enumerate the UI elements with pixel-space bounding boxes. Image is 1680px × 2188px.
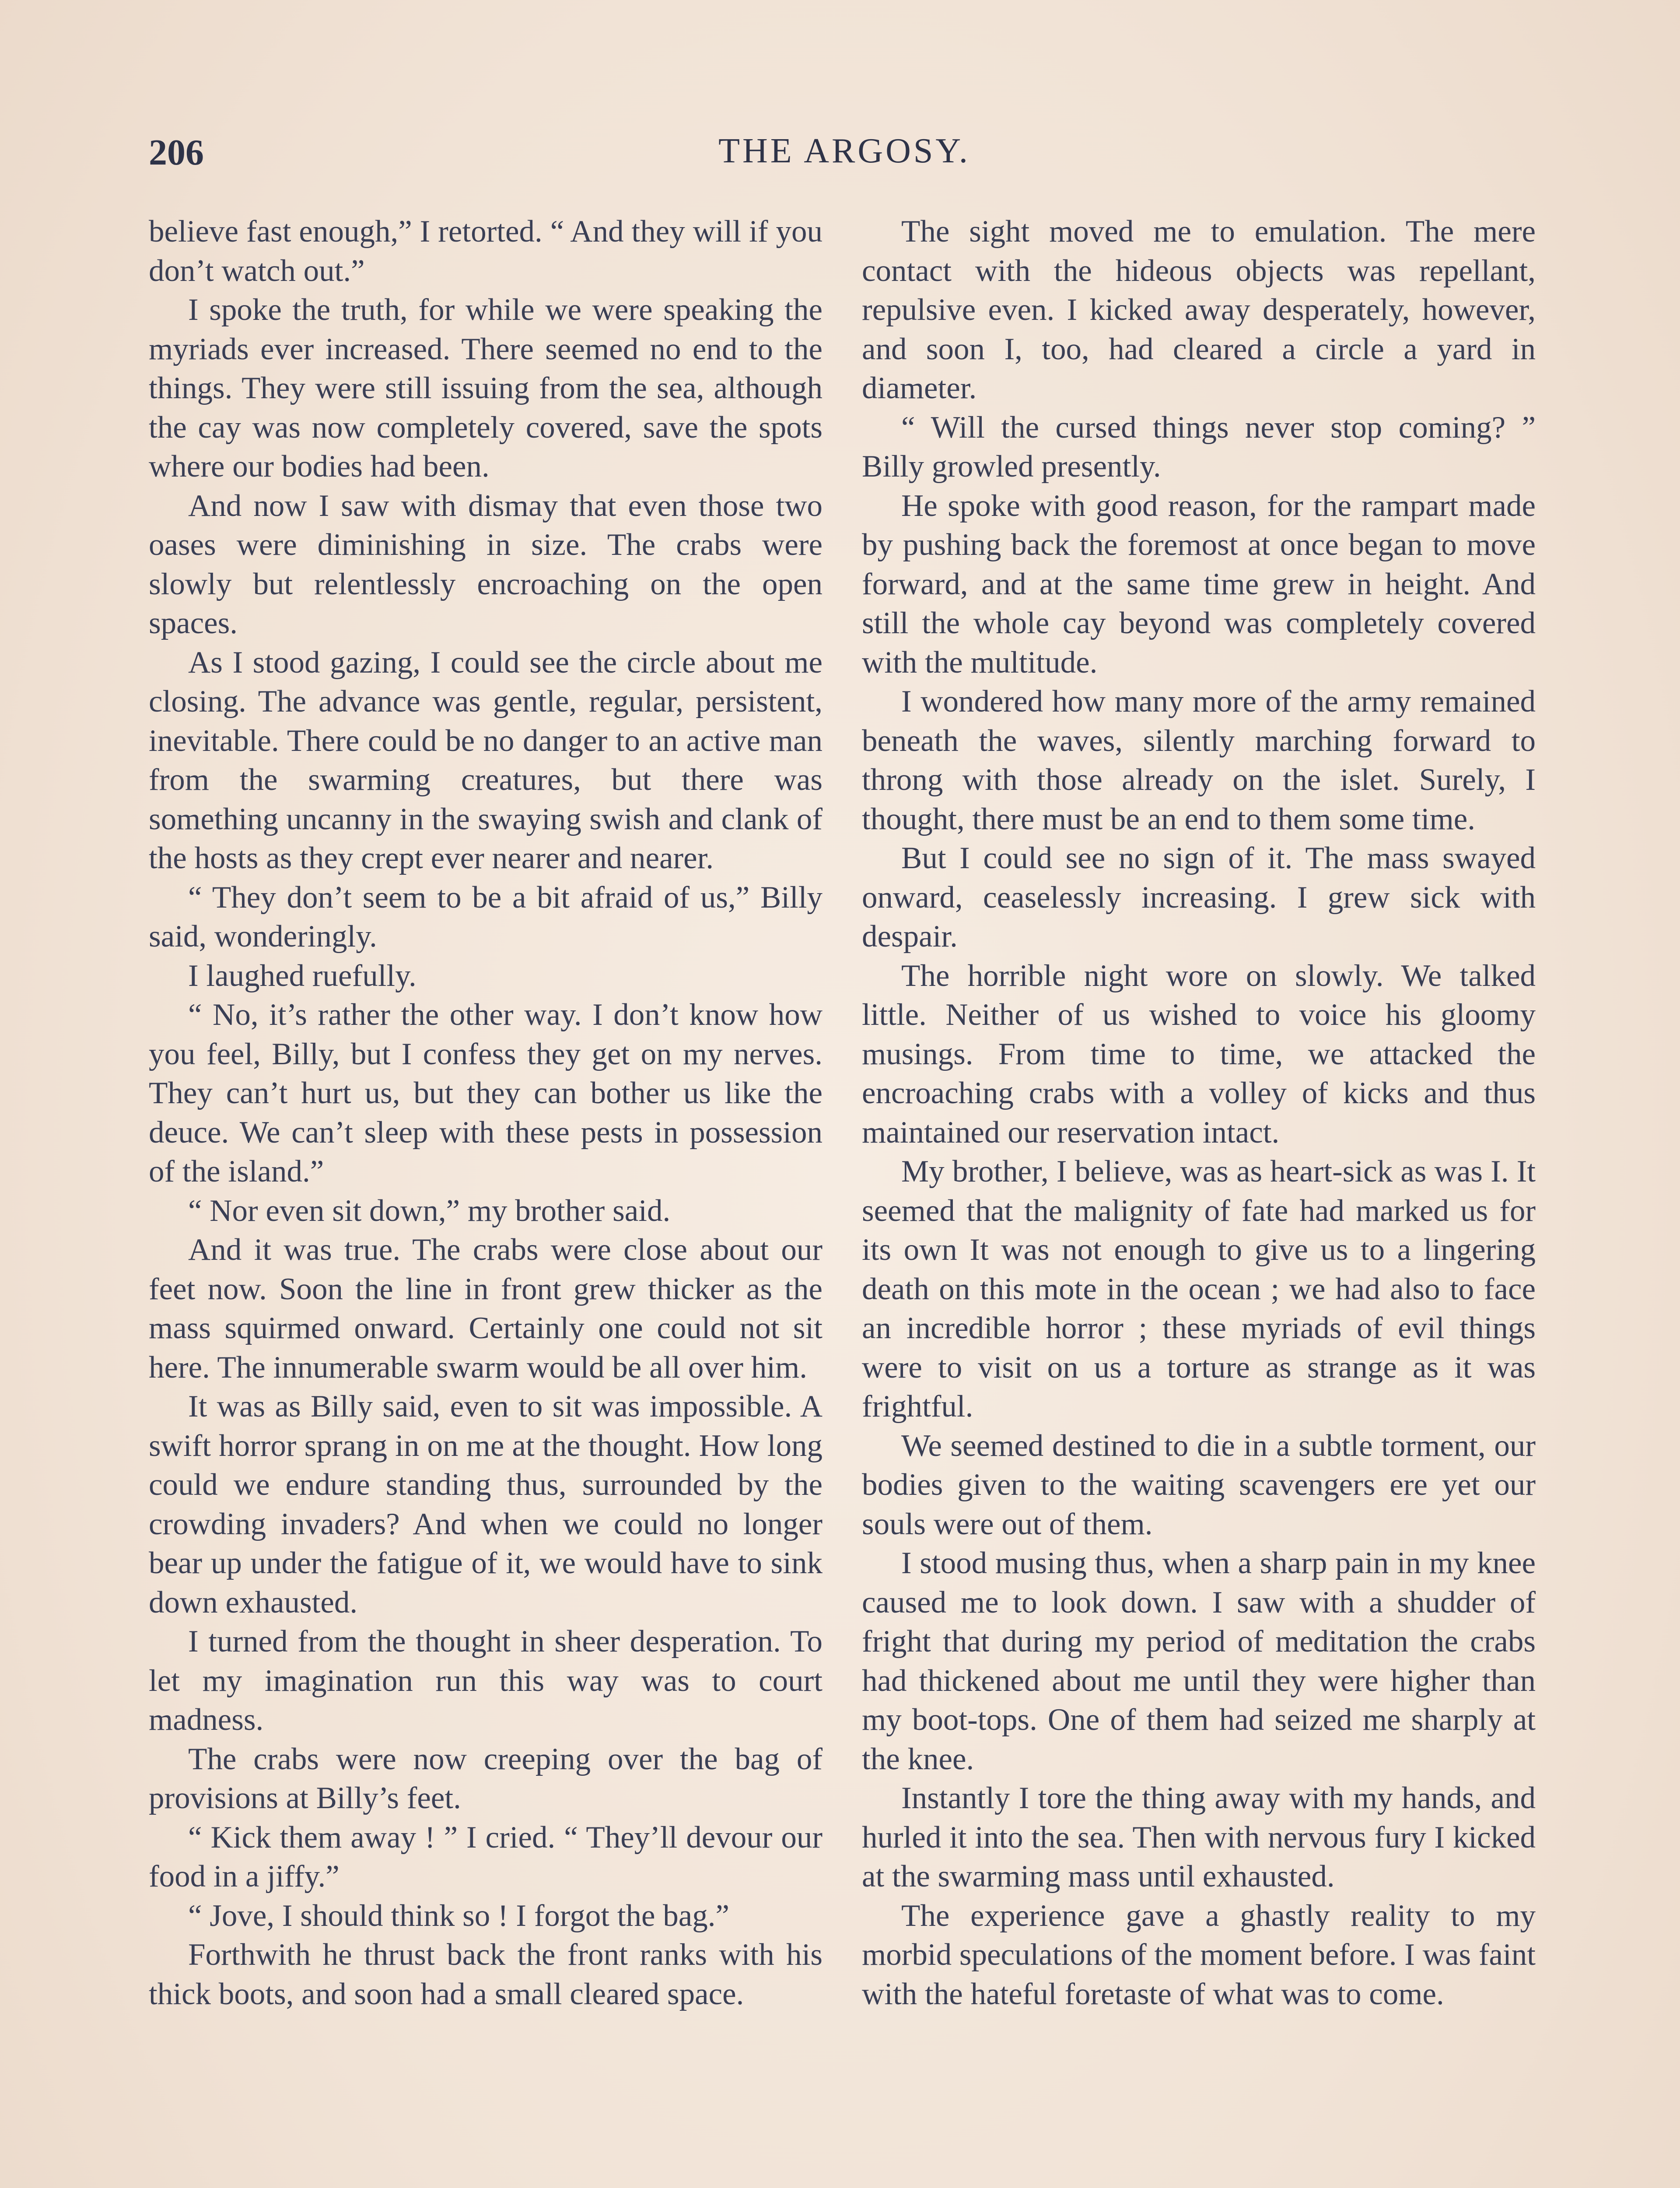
paragraph: The horrible night wore on slowly. We talked little. Neither of us wished to voice his gloomy musings. From time to time, we attacked the encroaching crabs with a volley of kicks and thus maintained our reservation intact. <box>862 958 1536 1150</box>
paragraph: As I stood gazing, I could see the circle about me closing. The advance was gentle, regular, persistent, inevitable. There could be no danger to an active man from the swarming creatures, but there was something uncanny in the swaying swish and clank of the hosts as they crept ever nearer and nearer. <box>149 645 822 875</box>
paragraph: believe fast enough,” I retorted. “ And they will if you don’t watch out.” <box>149 214 822 288</box>
paragraph: It was as Billy said, even to sit was impossible. A swift horror sprang in on me at the thought. How long could we endure standing thus, surrounded by the crowding invaders? And when we could no longer bear up under the fatigue of it, we would have to sink down exhausted. <box>149 1389 822 1620</box>
paragraph: “ Kick them away ! ” I cried. “ They’ll devour our food in a jiffy.” <box>149 1820 822 1893</box>
running-title: THE ARGOSY. <box>718 132 970 170</box>
right-column <box>862 212 1536 2014</box>
paragraph: Instantly I tore the thing away with my hands, and hurled it into the sea. Then with nervous fury I kicked at the swarming mass until exhausted. <box>862 1781 1536 1893</box>
paragraph: The sight moved me to emulation. The mere contact with the hideous objects was repellant, repulsive even. I kicked away desperately, however, and soon I, too, had cleared a circle a yard in diameter. <box>862 214 1536 405</box>
paragraph: We seemed destined to die in a subtle torment, our bodies given to the waiting scavengers ere yet our souls were out of them. <box>862 1428 1536 1541</box>
paragraph: And it was true. The crabs were close about our feet now. Soon the line in front grew thicker as the mass squirmed onward. Certainly one could not sit here. The innumerable swarm would be all over him. <box>149 1233 822 1385</box>
paragraph: “ Jove, I should think so ! I forgot the bag.” <box>188 1898 730 1933</box>
paragraph: I stood musing thus, when a sharp pain in my knee caused me to look down. I saw with a shudder of fright that during my period of meditation the crabs had thickened about me until they were higher than my boot-tops. One of them had seized me sharply at the knee. <box>862 1546 1536 1776</box>
paragraph: The crabs were now creeping over the bag of provisions at Billy’s feet. <box>149 1742 822 1815</box>
paragraph: “ Nor even sit down,” my brother said. <box>188 1193 671 1228</box>
paragraph: I spoke the truth, for while we were speaking the myriads ever increased. There seemed no end to the things. They were still issuing from the sea, although the cay was now completely covered, save the spots where our bodies had been. <box>149 293 822 484</box>
paragraph: And now I saw with dismay that even those two oases were diminishing in size. The crabs were slowly but relentlessly encroaching on the open spaces. <box>149 488 822 640</box>
paragraph: Forthwith he thrust back the front ranks with his thick boots, and soon had a small cleared space. <box>149 1938 822 2011</box>
paragraph: “ Will the cursed things never stop coming? ” Billy growled presently. <box>862 410 1536 484</box>
paragraph: I wondered how many more of the army remained beneath the waves, silently marching forward to throng with those already on the islet. Surely, I thought, there must be an end to them some time. <box>862 684 1536 836</box>
paragraph: The experience gave a ghastly reality to my morbid speculations of the moment before. I was faint with the hateful foretaste of what was to come. <box>862 1898 1536 2011</box>
paragraph: “ They don’t seem to be a bit afraid of us,” Billy said, wonderingly. <box>149 880 822 954</box>
paragraph: I laughed ruefully. <box>188 958 416 993</box>
page-header <box>149 131 1540 179</box>
left-column <box>149 212 822 2014</box>
paragraph: But I could see no sign of it. The mass swayed onward, ceaselessly increasing. I grew sick with despair. <box>862 841 1536 954</box>
paragraph: He spoke with good reason, for the rampart made by pushing back the foremost at once began to move forward, and at the same time grew in height. And still the whole cay beyond was completely covered with the multitude. <box>862 488 1536 680</box>
paragraph: My brother, I believe, was as heart-sick as was I. It seemed that the malignity of fate had marked us for its own It was not enough to give us to a lingering death on this mote in the ocean ; we had also to face an incredible horror ; these myriads of evil things were to visit on us a torture as strange as it was frightful. <box>862 1154 1536 1424</box>
paragraph: “ No, it’s rather the other way. I don’t know how you feel, Billy, but I confess they get on my nerves. They can’t hurt us, but they can bother us like the deuce. We can’t sleep with these pests in possession of the island.” <box>149 998 822 1189</box>
paragraph: I turned from the thought in sheer desperation. To let my imagination run this way was to court madness. <box>149 1624 822 1737</box>
page-number: 206 <box>149 132 204 173</box>
